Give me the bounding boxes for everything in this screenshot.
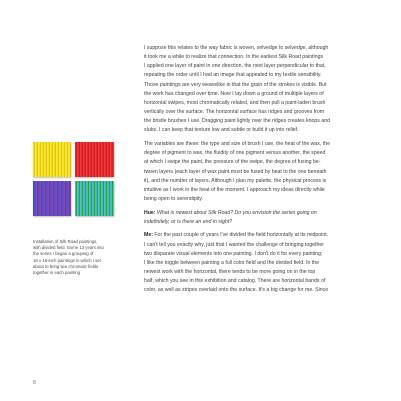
question-text: What is newest about Silk Road? Do you envision the series going on indefinitely, or is there an end in sight? — [144, 209, 317, 225]
image-caption: Installation of Silk Road paintings, with divided field. Some 13 years into the series I began a grouping of 18 x 18-inch paintings in which I set about to bring two chromatic fields together in each painting — [33, 239, 104, 276]
article-body — [144, 44, 366, 300]
interview-answer — [144, 231, 366, 295]
red-painting-panel — [75, 142, 114, 177]
yellow-painting-panel — [33, 142, 71, 177]
silk-road-installation-image — [33, 142, 116, 219]
paragraph-variables: The variables are these: the type and size of brush I use, the heat of the wax, the degree of pigment to wax, the fluidity of one pigment versus another, the speed at which I swipe the paint, the pressure of the swipe, the degree of fusing be- tween layers (each layer of wax paint must be fused by heat to the one beneath it), and the number of layers. Although I plan my palette, the physical process is intuitive as I work in the heat of the moment. I approach my ideas directly while being open to serendipity. — [144, 141, 330, 202]
page-number: 8 — [33, 380, 36, 386]
interview-question — [144, 209, 366, 227]
paragraph-process: I suppose this relates to the way fabric is woven, selvedge to selvedge, although it took me a while to realize that connection. In the earliest Silk Road paintings I applied one layer of paint in one direction, the next layer perpendicular to that, repeating the order until I had an image that appealed to my textile sensibility. Those paintings are very weavelike in that the grain of the strokes is visible. But the work has changed over time. Now I lay down a ground of multiple layers of horizontal swipes, most chromatically related, and then pull a paint-laden brush vertically over the surface. The horizontal surface has ridges and grooves from the bristle brushes I use. Dragging paint lightly over the ridges creates knops and slubs. I can keep that texture low and subtle or build it up into relief. — [144, 45, 330, 134]
blue-green-painting-panel — [75, 181, 114, 216]
answer-speaker-label: Me: — [144, 232, 153, 239]
question-speaker-label: Hue: — [144, 209, 156, 216]
blue-purple-painting-panel — [33, 181, 71, 216]
answer-text: For the past couple of years I've divided the field horizontally at its midpoint. I can't tell you exactly why, just that I wanted the challenge of bringing together two disparate visual elements into one painting. I don't do it for every painting; I like the toggle between painting a full color field and the divided field. In the newest work with the horizontal, there tends to be more going on in the top half, which you see in this exhibition and catalog. There are horizontal bands of color, as well as stripes overlaid onto the surface. It's a big change for me. Since — [144, 232, 329, 294]
